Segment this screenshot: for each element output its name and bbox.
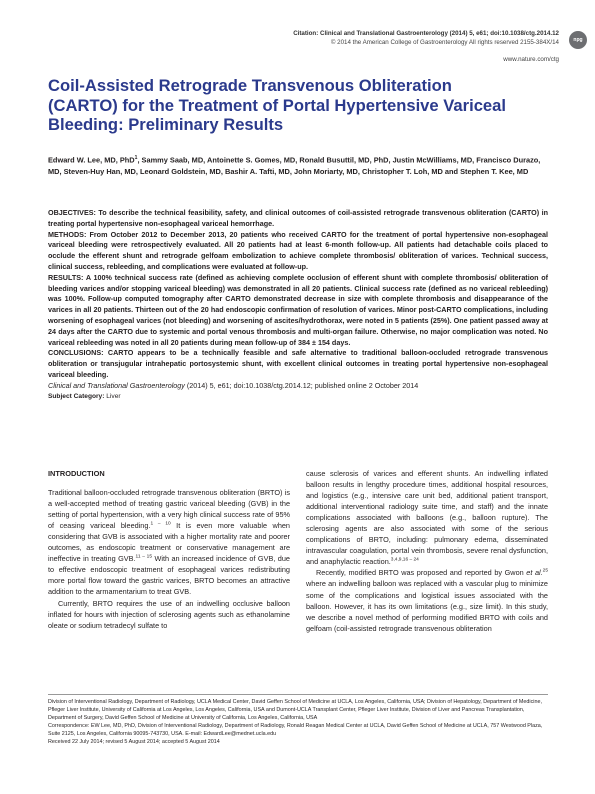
abstract-conclusions [48,348,548,380]
right-column [306,468,548,634]
objectives-label: OBJECTIVES: [48,208,96,217]
abstract-objectives [48,208,548,230]
copyright-line: © 2014 the American College of Gastroenterology All rights reserved 2155-384X/14 [330,38,559,46]
methods-label: METHODS: [48,229,87,239]
first-author: Edward W. Lee, MD, PhD [48,155,135,165]
intro-p4b-text: where an indwelling balloon was replaced with a vascular plug to minimize some of the complications and logistical issues associated with the balloon. However, it has its own limitations (e.g., size limit). In this study, we describe a novel method of performing modified BRTO with coils and gelfoam (coil-assisted retrograde transvenous obliteration [306,579,548,633]
subject-label: Subject Category: [48,392,105,400]
intro-paragraph-1 [48,487,290,597]
intro-p1-text: Traditional balloon-occluded retrograde transvenous obliteration (BRTO) is a well-accepted method of treating gastric variceal bleeding (GVB) in the setting of portal hypertension, with a very high clinical success rate of 95% of ceasing variceal bleeding. [48,488,290,531]
correspondence: Correspondence: EW Lee, MD, PhD, Division of Interventional Radiology, Department of Radiology, Ronald Reagan Medical Center at UCLA, David Geffen School of Medicine at UCLA, 757 Westwood Plaza, Suite 2125, Los Angeles, California 90095-743730, USA. E-mail: EdwardLee@mednet.ucla.edu [48,723,543,738]
subject-value: Liver [104,392,121,400]
other-authors: , Sammy Saab, MD, Antoinette S. Gomes, MD, Ronald Busuttil, MD, PhD, Justin McWilliams, MD, Francisco Durazo, MD, Steven-Huy Han, MD, Leonard Goldstein, MD, Bashir A. Tafti, MD, John Moriarty, MD, Christopher T. Loh, MD and Stephen T. Kee, MD [48,155,541,176]
intro-paragraph-2: Currently, BRTO requires the use of an indwelling occlusive balloon inflated for hours with injection of sclerosing agents such as ethanolamine oleate or sodium tetradecyl sulfate to [48,598,290,630]
citation-line: Citation: Clinical and Translational Gastroenterology (2014) 5, e61; doi:10.1038/ctg.2014.12 [293,30,559,37]
intro-paragraph-3 [306,468,548,567]
author-sup: 1 [134,155,138,161]
et-al: et al. [526,568,543,578]
citation-sup: 1 – 10 [150,521,171,527]
citation-block [279,30,559,47]
intro-p1c-text: With an increased incidence of GVB, due to effective endoscopic treatment of esophageal varices redistributing more portal flow toward the gastric varices, BRTO becomes an attractive addition to the armamentarium to treat GVB. [48,554,290,597]
left-column [48,468,290,631]
article-title: Coil-Assisted Retrograde Transvenous Obliteration (CARTO) for the Treatment of Portal Hypertensive Variceal Bleeding: Preliminary Results [48,76,506,134]
citation-sup: 25 [542,569,549,574]
conclusions-label: CONCLUSIONS: [48,348,104,358]
reference-tail: (2014) 5, e61; doi:10.1038/ctg.2014.12; published online 2 October 2014 [184,380,419,390]
publisher-logo-icon: npg [569,31,587,49]
journal-reference [48,381,548,392]
intro-p3-text: cause sclerosis of varices and efferent shunts. An indwelling inflated balloon results in lengthy procedure times, additional hospital resources, and logistics (e.g., intensive care unit bed, additional patient transport, additional interventional radiology suite time, and staff) and the innate complications associated with balloons (e.g., balloon rupture). The sclerosing agents are also associated with some of the serious complications of BRTO, including: pulmonary edema, disseminated intravascular coagulation, portal vein thrombosis, severe renal dysfunction, and anaphylactic reaction. [306,469,548,567]
abstract-results [48,273,548,349]
affiliations: Division of Interventional Radiology, Department of Radiology, UCLA Medical Center, David Geffen School of Medicine at UCLA, Los Angeles, California, USA; Division of Hepatology, Department of Medicine, Pfleger Liver Institute, University of California at Los Angeles, Los Angeles, California, USA and Dumont-UCLA Transplant Center, Pfleger Liver Institute, Division of Liver and Pancreas Transplantation, Department of Surgery, David Geffen School of Medicine at University of California, Los Angeles, California, USA [48,699,542,722]
journal-url[interactable]: www.nature.com/ctg [503,56,559,63]
objectives-text: To describe the technical feasibility, safety, and clinical outcomes of coil-assisted retrograde transvenous obliteration (CARTO) in treating portal hypertensive non-esophageal variceal hemorrhage. [48,208,548,228]
intro-paragraph-4 [306,567,548,633]
methods-text: From October 2012 to December 2013, 20 patients who received CARTO for the treatment of portal hypertensive non-esophageal variceal bleeding were retrospectively evaluated. All 20 patients had at least 6-month follow-up. All patients had detachable coils placed to occlude the efferent shunt and retrograde gelfoam embolization to achieve complete thrombosis/ obliteration of varices. Technical success, clinical success, rebleeding, and complications were evaluated at follow-up. [48,229,548,271]
conclusions-text: CARTO appears to be a technically feasible and safe alternative to traditional balloon-occluded retrograde transvenous obliteration or transjugular intrahepatic portosystemic shunt, with excellent clinical outcomes in treating portal hypertensive non-esophageal variceal bleeding. [48,348,548,379]
abstract [48,208,548,402]
citation-sup: 3,4,9,16 – 24 [390,557,419,563]
intro-p1b-text: It is even more valuable when considering that GVB is associated with a higher mortality rate and poorer outcomes, as endoscopic treatment or conservative management are ineffective in treating GVB. [48,521,290,564]
introduction-heading: INTRODUCTION [48,469,105,478]
journal-name: Clinical and Translational Gastroenterology [48,380,185,390]
subject-category [48,392,548,403]
received-dates: Received 22 July 2014; revised 5 August 2014; accepted 5 August 2014 [48,739,220,746]
abstract-methods [48,230,548,273]
results-text: A 100% technical success rate (defined as achieving complete occlusion of efferent shunt with complete thrombosis/ obliteration of bleeding varices and/or stopping variceal bleeding) was demonstrated in all 20 patients. Clinical success rate (defined as no variceal rebleeding) was 100%. Follow-up computed tomography after CARTO demonstrated decrease in size with complete thrombosis and disappearance of the varices in all 20 patients. Thirteen out of the 20 had endoscopic confirmation of resolution of varices. Minor post-CARTO complications, including worsening of esophageal varices (not bleeding) and worsening of ascites/hydrothorax, were noted in 5 patients (25%). One patient passed away at 24 days after the CARTO due to systemic and portal venous thrombosis and multi-organ failure. Otherwise, no major complication was noted. No variceal rebleeding was noted in all 20 patients during mean follow-up of 384 ± 154 days. [48,272,548,347]
results-label: RESULTS: [48,272,84,282]
intro-p4a-text: Recently, modified BRTO was proposed and reported by Gwon [316,568,527,578]
footnotes [48,694,548,747]
author-list [48,153,548,177]
citation-sup: 11 – 15 [135,554,152,560]
